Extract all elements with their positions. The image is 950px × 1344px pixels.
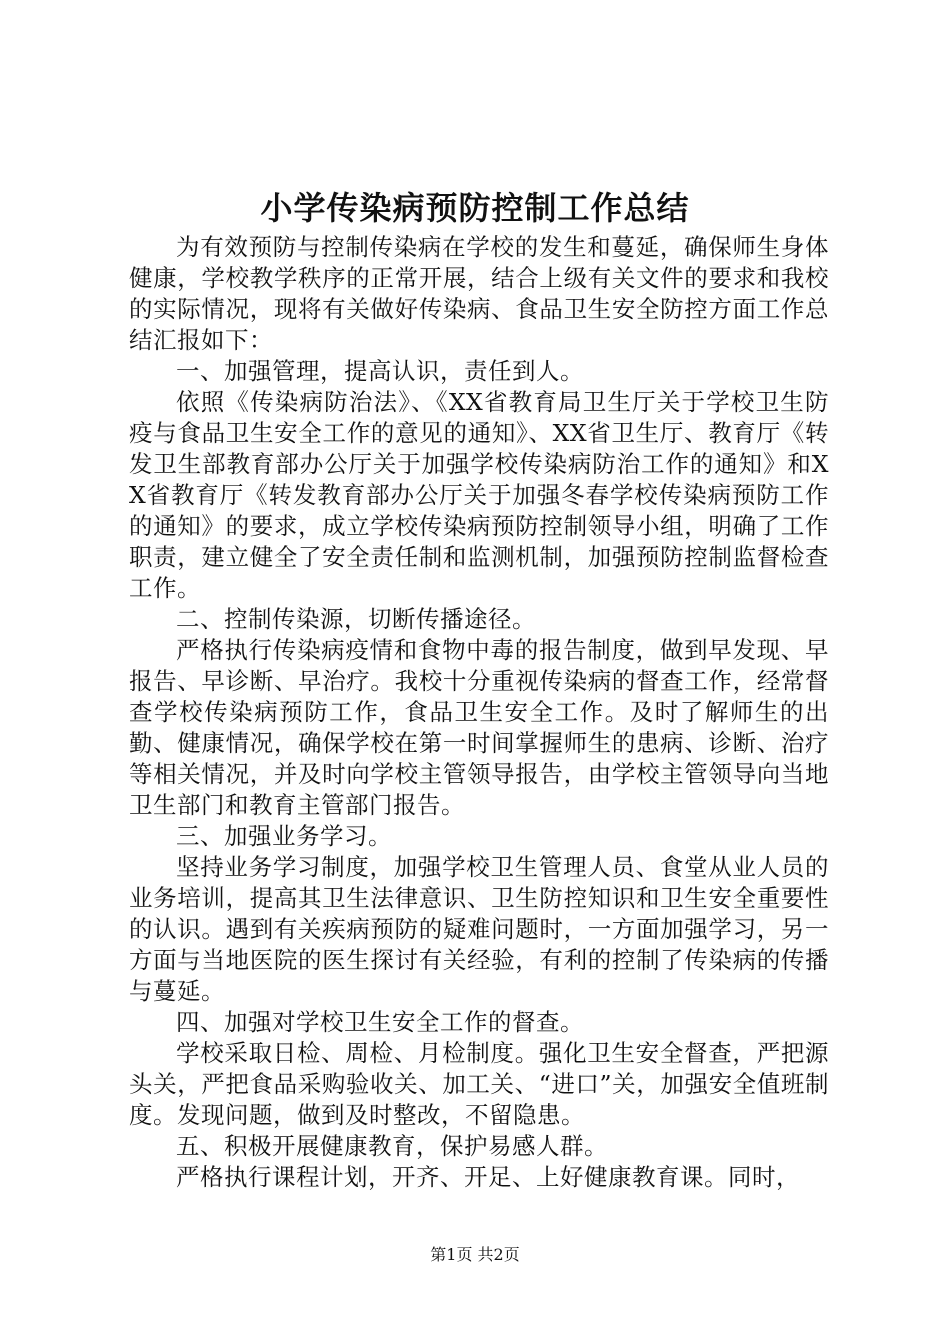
section-heading-4: 四、加强对学校卫生安全工作的督查。 bbox=[176, 1008, 584, 1036]
document-title: 小学传染病预防控制工作总结 bbox=[260, 189, 690, 227]
section-heading-2: 二、控制传染源，切断传播途径。 bbox=[176, 605, 536, 633]
paragraph-section-1: 依照《传染病防治法》、《XX省教育局卫生厅关于学校卫生防疫与食品卫生安全工作的意见的通知》、XX省卫生厅、教育厅《转发卫生部教育部办公厅关于加强学校传染病防治工作的通知》和XX省教育厅《转发教育部办公厅关于加强冬春学校传染病预防工作的通知》的要求，成立学校传染病预防控制领导小组，明确了工作职责，建立健全了安全责任制和监测机制，加强预防控制监督检查工作。 bbox=[129, 388, 829, 602]
paragraph-intro: 为有效预防与控制传染病在学校的发生和蔓延，确保师生身体健康，学校教学秩序的正常开展，结合上级有关文件的要求和我校的实际情况，现将有关做好传染病、食品卫生安全防控方面工作总结汇报如下： bbox=[129, 233, 829, 354]
page-number-footer: 第1页 共2页 bbox=[430, 1245, 520, 1264]
section-heading-3: 三、加强业务学习。 bbox=[176, 822, 392, 850]
paragraph-section-4: 学校采取日检、周检、月检制度。强化卫生安全督查，严把源头关，严把食品采购验收关、加工关、“进口”关，加强安全值班制度。发现问题，做到及时整改，不留隐患。 bbox=[129, 1039, 829, 1129]
paragraph-section-3: 坚持业务学习制度，加强学校卫生管理人员、食堂从业人员的业务培训，提高其卫生法律意识、卫生防控知识和卫生安全重要性的认识。遇到有关疾病预防的疑难问题时，一方面加强学习，另一方面与当地医院的医生探讨有关经验，有利的控制了传染病的传播与蔓延。 bbox=[129, 853, 829, 1005]
section-heading-1: 一、加强管理，提高认识，责任到人。 bbox=[176, 357, 584, 385]
paragraph-section-5: 严格执行课程计划，开齐、开足、上好健康教育课。同时， bbox=[176, 1163, 800, 1191]
section-heading-5: 五、积极开展健康教育，保护易感人群。 bbox=[176, 1132, 608, 1160]
paragraph-section-2: 严格执行传染病疫情和食物中毒的报告制度，做到早发现、早报告、早诊断、早治疗。我校十分重视传染病的督查工作，经常督查学校传染病预防工作，食品卫生安全工作。及时了解师生的出勤、健康情况，确保学校在第一时间掌握师生的患病、诊断、治疗等相关情况，并及时向学校主管领导报告，由学校主管领导向当地卫生部门和教育主管部门报告。 bbox=[129, 636, 829, 819]
document-body bbox=[129, 232, 829, 1193]
